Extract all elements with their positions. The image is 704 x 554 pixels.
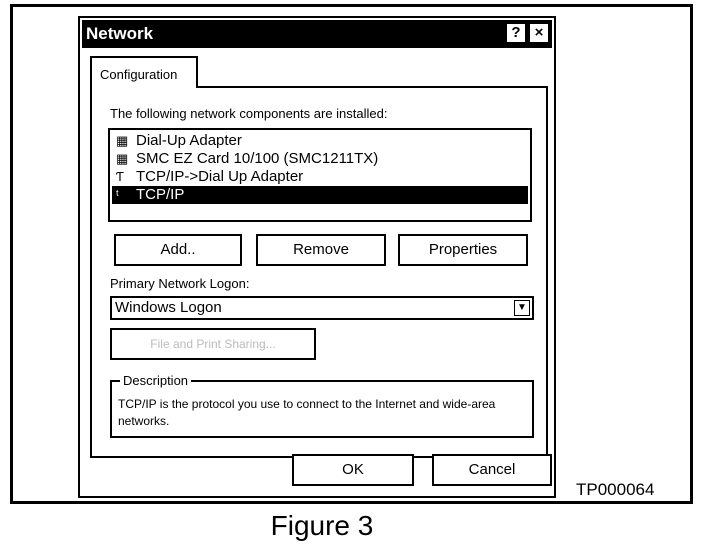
network-adapter-icon: ▦ xyxy=(116,133,129,148)
ok-button[interactable]: OK xyxy=(292,454,414,486)
network-dialog xyxy=(78,16,556,498)
close-button[interactable]: × xyxy=(529,23,549,43)
components-intro: The following network components are installed: xyxy=(110,106,388,121)
window-title: Network xyxy=(86,24,154,43)
protocol-icon: ᵗ xyxy=(116,187,119,202)
list-item[interactable]: ▦ SMC EZ Card 10/100 (SMC1211TX) xyxy=(116,150,379,167)
description-group xyxy=(110,373,534,438)
figure-code: TP000064 xyxy=(576,480,655,499)
protocol-icon: Ƭ xyxy=(116,169,124,184)
title-bar xyxy=(82,20,552,48)
properties-button[interactable]: Properties xyxy=(398,234,528,266)
add-button[interactable]: Add.. xyxy=(114,234,242,266)
list-item[interactable]: Ƭ TCP/IP->Dial Up Adapter xyxy=(116,168,304,185)
logon-label: Primary Network Logon: xyxy=(110,276,250,291)
help-button[interactable]: ? xyxy=(506,23,526,43)
list-item[interactable]: ▦ Dial-Up Adapter xyxy=(116,132,242,149)
configuration-panel xyxy=(90,86,548,458)
figure-caption: Figure 3 xyxy=(270,510,374,541)
remove-button[interactable]: Remove xyxy=(256,234,386,266)
components-list[interactable] xyxy=(108,128,532,222)
network-adapter-icon: ▦ xyxy=(116,151,129,166)
description-text: TCP/IP is the protocol you use to connect to the Internet and wide-area networks. xyxy=(118,397,496,428)
description-legend: Description xyxy=(120,373,191,388)
cancel-button[interactable]: Cancel xyxy=(432,454,552,486)
tab-configuration[interactable] xyxy=(90,56,198,88)
logon-value: Windows Logon xyxy=(115,299,222,316)
tab-configuration-label: Configuration xyxy=(100,67,178,82)
logon-select[interactable] xyxy=(110,296,534,320)
list-item-selected[interactable]: ᵗ TCP/IP xyxy=(112,186,528,204)
file-print-sharing-button: File and Print Sharing... xyxy=(110,328,316,360)
chevron-down-icon[interactable]: ▼ xyxy=(514,300,530,316)
